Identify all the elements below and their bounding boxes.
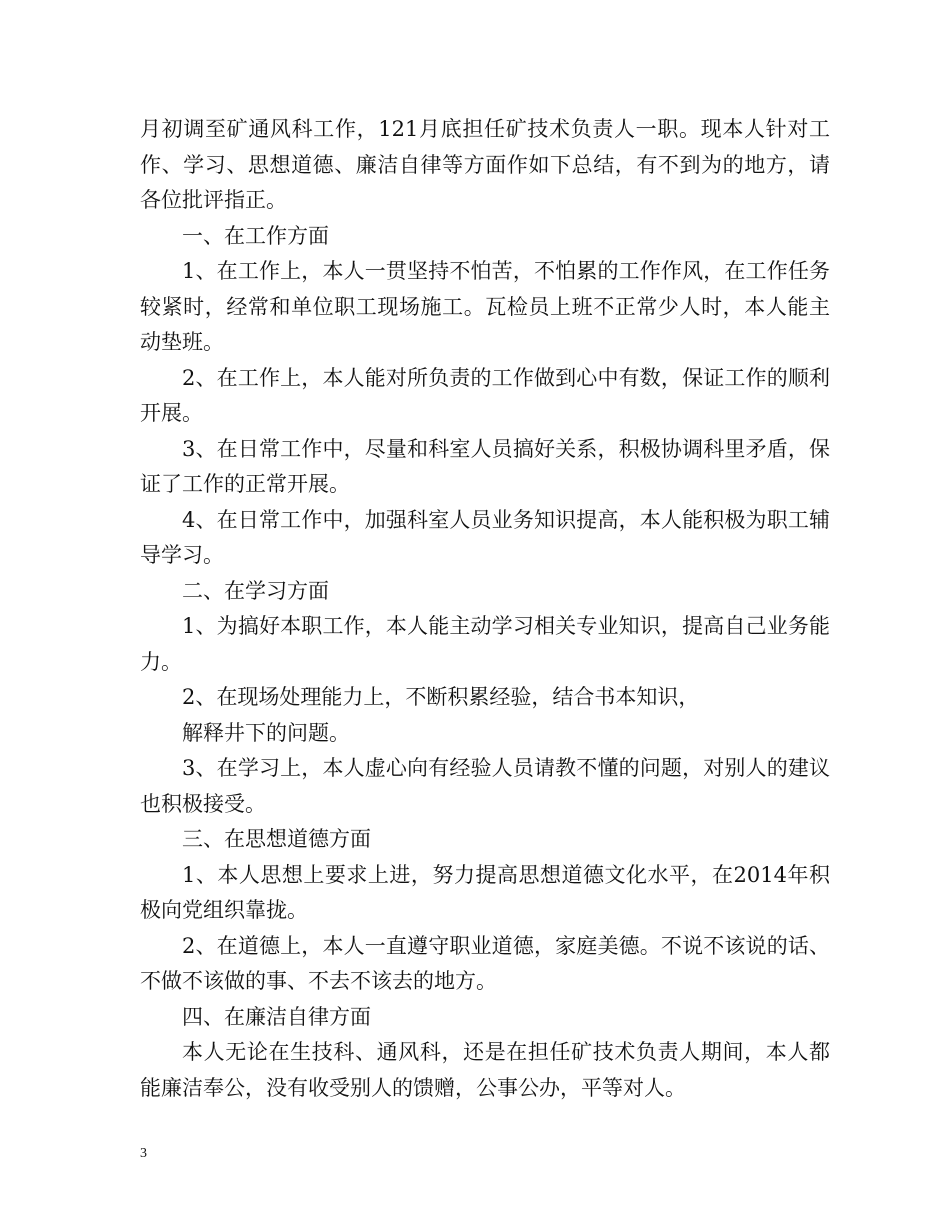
paragraph-work-3: 3、在日常工作中，尽量和科室人员搞好关系，积极协调科里矛盾，保证了工作的正常开展。 [140, 436, 830, 496]
document-body [140, 112, 830, 1106]
paragraph-ethics-2: 2、在道德上，本人一直遵守职业道德，家庭美德。不说不该说的话、不做不该做的事、不去不该去的地方。 [140, 933, 830, 993]
paragraph-intro: 月初调至矿通风科工作，121月底担任矿技术负责人一职。现本人针对工作、学习、思想道德、廉洁自律等方面作如下总结，有不到为的地方，请各位批评指正。 [140, 117, 830, 212]
paragraph-study-2-continued: 解释井下的问题。 [182, 720, 350, 745]
paragraph-work-1: 1、在工作上，本人一贯坚持不怕苦，不怕累的工作作风，在工作任务较紧时，经常和单位职工现场施工。瓦检员上班不正常少人时，本人能主动垫班。 [140, 259, 830, 354]
paragraph-study-1: 1、为搞好本职工作，本人能主动学习相关专业知识，提高自己业务能力。 [140, 614, 830, 674]
paragraph-study-2: 2、在现场处理能力上，不断积累经验，结合书本知识， [182, 685, 700, 709]
section-heading-study: 二、在学习方面 [182, 578, 329, 603]
section-heading-work: 一、在工作方面 [182, 223, 329, 248]
section-heading-integrity: 四、在廉洁自律方面 [182, 1004, 371, 1029]
page-number: 3 [140, 1146, 147, 1161]
paragraph-study-3: 3、在学习上，本人虚心向有经验人员请教不懂的问题，对别人的建议也积极接受。 [140, 756, 830, 816]
paragraph-work-4: 4、在日常工作中，加强科室人员业务知识提高，本人能积极为职工辅导学习。 [140, 507, 830, 567]
paragraph-ethics-1: 1、本人思想上要求上进，努力提高思想道德文化水平，在2014年积极向党组织靠拢。 [140, 862, 830, 922]
section-heading-ethics: 三、在思想道德方面 [182, 827, 371, 851]
paragraph-integrity-1: 本人无论在生技科、通风科，还是在担任矿技术负责人期间，本人都能廉洁奉公，没有收受别人的馈赠，公事公办，平等对人。 [140, 1040, 830, 1100]
paragraph-work-2: 2、在工作上，本人能对所负责的工作做到心中有数，保证工作的顺利开展。 [140, 365, 830, 425]
